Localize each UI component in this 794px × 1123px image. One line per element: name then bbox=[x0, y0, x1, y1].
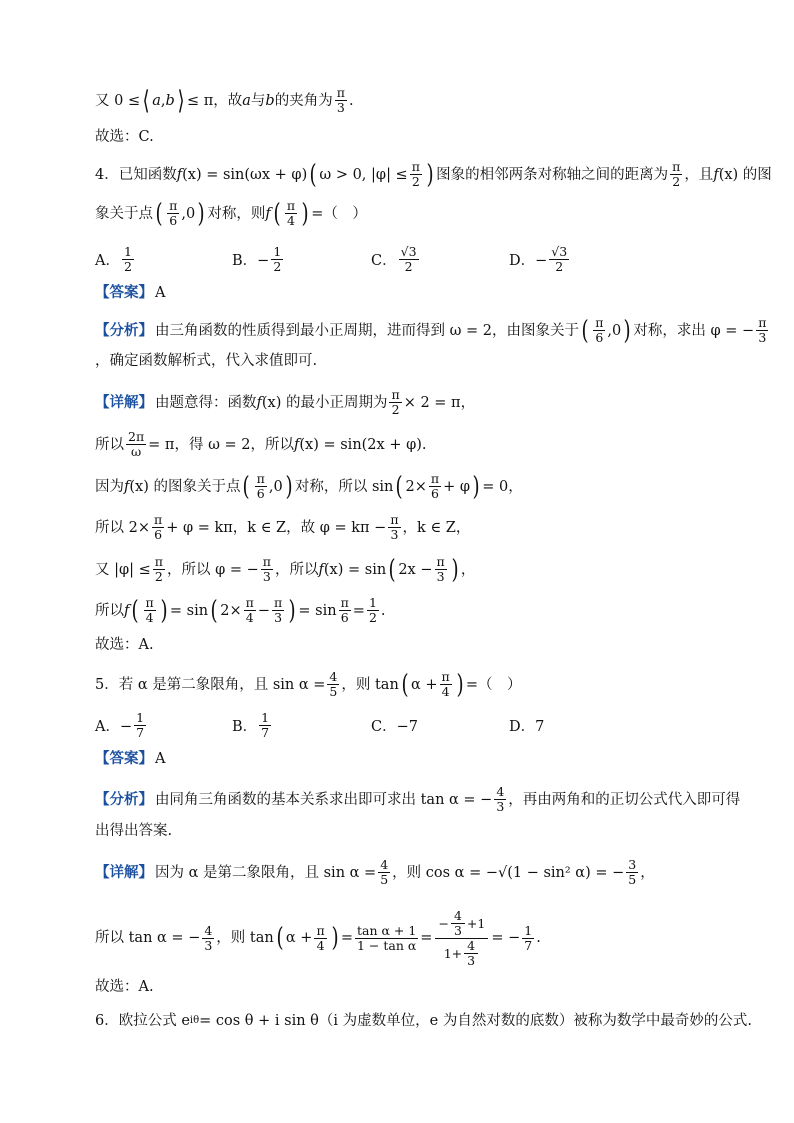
fraction: $\frac{\pi}{6}$ bbox=[153, 512, 163, 542]
fraction: $\frac{4}{3}$ bbox=[496, 784, 505, 814]
fraction: $\frac{√3}{2}$ bbox=[551, 243, 568, 274]
text: 6．欧拉公式 e bbox=[95, 1013, 190, 1029]
text: 又 |φ| ≤ bbox=[95, 561, 151, 578]
fraction: $\frac{\pi}{6}$ bbox=[256, 471, 265, 501]
left-paren: ( bbox=[395, 471, 404, 502]
text: 所以 bbox=[95, 602, 124, 619]
text: ,0 bbox=[268, 478, 283, 495]
question-5-select bbox=[95, 976, 699, 998]
fraction: $\frac{1}{7}$ bbox=[261, 709, 270, 740]
prev-select-line bbox=[95, 126, 699, 148]
text: = π，得 ω = 2，所以 bbox=[148, 436, 294, 453]
fraction: $\frac{\pi}{6}$ bbox=[340, 595, 349, 625]
option-d[interactable]: D．7 bbox=[509, 719, 545, 735]
text: 5．若 α 是第二象限角，且 sin α = bbox=[95, 676, 326, 693]
text: 所以 tan α = − bbox=[95, 930, 201, 946]
question-5-detail-2 bbox=[95, 907, 699, 968]
text: 由三角函数的性质得到最小正周期，进而得到 ω = 2，由图象关于 bbox=[155, 322, 580, 339]
superscript: iθ bbox=[189, 1015, 200, 1026]
func-f: f bbox=[265, 205, 271, 222]
question-4-options bbox=[95, 244, 715, 274]
right-angle: ⟩ bbox=[177, 85, 185, 116]
fraction: $\frac{\pi}{2}$ bbox=[672, 159, 681, 189]
left-paren: ( bbox=[155, 198, 163, 229]
text: ，则 tan bbox=[216, 930, 274, 946]
text: ，则 cos α = −√(1 − sin² α) = − bbox=[392, 864, 625, 881]
fraction: $\frac{\pi}{6}$ bbox=[595, 315, 604, 345]
left-paren: ( bbox=[243, 471, 251, 502]
text: =（ ） bbox=[311, 205, 367, 222]
text: ，再由两角和的正切公式代入即可得 bbox=[508, 791, 741, 808]
option-a[interactable]: A．− $\frac{1}{7}$ bbox=[95, 709, 145, 740]
detail-tag: 【详解】 bbox=[95, 863, 153, 881]
right-paren: ) bbox=[160, 595, 168, 626]
fraction: $\frac{\pi}{3}$ bbox=[758, 315, 767, 345]
question-4-line-1 bbox=[95, 159, 772, 190]
func-f: f bbox=[124, 602, 130, 619]
question-5-analysis-2 bbox=[95, 820, 699, 842]
fraction: $\frac{√3}{2}$ bbox=[400, 243, 417, 274]
text: . bbox=[380, 602, 386, 619]
option-b[interactable]: B． $\frac{1}{7}$ bbox=[232, 709, 270, 740]
text: = − bbox=[491, 930, 521, 946]
fraction: $\frac{\pi}{4}$ bbox=[286, 198, 296, 228]
fraction: $\frac{1}{2}$ bbox=[123, 243, 132, 274]
question-4-detail-1 bbox=[95, 388, 699, 417]
left-paren: ( bbox=[388, 554, 396, 585]
text: . bbox=[536, 930, 541, 946]
right-paren: ) bbox=[288, 595, 296, 626]
question-4-analysis-1 bbox=[95, 315, 767, 346]
text: = bbox=[420, 930, 433, 946]
text: ， bbox=[460, 561, 476, 578]
fraction: $\frac{\pi}{3}$ bbox=[436, 554, 445, 584]
fraction: $\frac{4}{3}$ bbox=[464, 939, 478, 968]
text: 对称，求出 φ = − bbox=[633, 322, 755, 339]
text: 4．已知函数 bbox=[95, 166, 177, 183]
complex-fraction: − $\frac{4}{3}$ +1 1+ $\frac{4}{3}$ bbox=[435, 909, 488, 968]
text: 由同角三角函数的基本关系求出即可求出 tan α = − bbox=[155, 791, 493, 808]
select-text: 故选：A. bbox=[95, 979, 154, 995]
fraction: $\frac{1}{7}$ bbox=[524, 922, 533, 953]
fraction: $\frac{\pi}{3}$ bbox=[336, 85, 345, 115]
text: ,0 bbox=[607, 322, 622, 339]
analysis-tag: 【分析】 bbox=[95, 321, 153, 339]
left-paren: ( bbox=[581, 315, 589, 346]
text: × 2 = π， bbox=[403, 394, 476, 411]
fraction: $\frac{3}{5}$ bbox=[628, 857, 637, 887]
text: ，确定函数解析式，代入求值即可. bbox=[95, 353, 318, 369]
fraction: $\frac{4}{3}$ bbox=[204, 922, 213, 953]
text: 由题意得：函数 bbox=[155, 394, 257, 411]
vector-a: a bbox=[242, 92, 251, 109]
select-text: 故选：A. bbox=[95, 637, 154, 653]
text: = 0， bbox=[482, 478, 523, 495]
answer-text: A bbox=[155, 285, 166, 301]
question-5-stem bbox=[95, 670, 699, 699]
option-c[interactable]: C．−7 bbox=[371, 719, 418, 735]
comma: , bbox=[160, 92, 166, 109]
question-5-analysis-1 bbox=[95, 784, 741, 814]
question-5-answer bbox=[95, 748, 699, 770]
text: + φ bbox=[443, 478, 471, 495]
question-4-detail-6 bbox=[95, 596, 699, 625]
text: α + bbox=[285, 930, 313, 946]
question-4-detail-3 bbox=[95, 472, 699, 501]
func-f: f bbox=[124, 478, 130, 495]
text: ω > 0, |φ| ≤ bbox=[319, 166, 408, 183]
fraction: $\frac{\pi}{4}$ bbox=[245, 595, 254, 625]
text: 因为 α 是第二象限角，且 sin α = bbox=[155, 864, 377, 881]
question-5-detail-1 bbox=[95, 858, 699, 887]
text: (x) = sin(2x + φ). bbox=[299, 436, 427, 453]
text: 对称，则 bbox=[207, 205, 266, 222]
fraction: $\frac{\pi}{2}$ bbox=[411, 159, 420, 189]
text: 与 bbox=[250, 92, 266, 109]
fraction: $\frac{\text{tan α + 1}}{\text{1 − tan α}}$ bbox=[356, 922, 417, 953]
right-paren: ) bbox=[472, 471, 480, 502]
question-4-select bbox=[95, 634, 699, 656]
answer-tag: 【答案】 bbox=[95, 750, 153, 767]
text: (x) = sin bbox=[323, 561, 387, 578]
text: α + bbox=[410, 676, 438, 693]
text: 图象的相邻两条对称轴之间的距离为 bbox=[436, 166, 669, 183]
question-4-detail-2 bbox=[95, 430, 699, 459]
question-4-answer bbox=[95, 282, 699, 304]
right-paren: ) bbox=[197, 198, 205, 229]
right-paren: ) bbox=[456, 669, 464, 700]
text: 所以 2× bbox=[95, 519, 150, 536]
analysis-tag: 【分析】 bbox=[95, 790, 153, 808]
left-angle: ⟨ bbox=[142, 85, 150, 116]
fraction: $\frac{\pi}{4}$ bbox=[316, 922, 325, 953]
fraction: $\frac{1}{2}$ bbox=[273, 243, 282, 274]
answer-text: A bbox=[155, 751, 166, 767]
question-4-detail-5 bbox=[95, 555, 699, 584]
text: (x) = sin(ωx + φ) bbox=[182, 166, 308, 183]
text: ，所以 φ = − bbox=[167, 561, 259, 578]
text: (x) 的图象关于点 bbox=[129, 478, 241, 495]
text: = sin bbox=[298, 602, 337, 619]
fraction: $\frac{4}{5}$ bbox=[380, 857, 389, 887]
func-f: f bbox=[318, 561, 324, 578]
fraction: $\frac{\pi}{4}$ bbox=[145, 595, 154, 625]
right-paren: ) bbox=[623, 315, 631, 346]
text: =（ ） bbox=[465, 676, 522, 693]
fraction: $\frac{\pi}{2}$ bbox=[391, 387, 400, 417]
answer-tag: 【答案】 bbox=[95, 284, 153, 301]
text: 的夹角为 bbox=[274, 92, 333, 109]
question-4-detail-4 bbox=[95, 513, 699, 542]
select-text: 故选：C. bbox=[95, 129, 154, 145]
text: = bbox=[352, 602, 365, 619]
option-a[interactable]: A． $\frac{1}{2}$ bbox=[95, 243, 132, 274]
period: . bbox=[348, 92, 354, 109]
fraction: $\frac{\pi}{3}$ bbox=[262, 554, 272, 584]
text: ，则 tan bbox=[341, 676, 399, 693]
text: ，k ∈ Z， bbox=[402, 519, 471, 536]
text: (x) 的图 bbox=[718, 166, 772, 183]
text: ，且 bbox=[684, 166, 714, 183]
text: + φ = kπ，k ∈ Z，故 φ = kπ − bbox=[166, 519, 387, 536]
text: 象关于点 bbox=[95, 205, 153, 222]
text: ,0 bbox=[181, 205, 196, 222]
fraction: $\frac{4}{5}$ bbox=[329, 669, 338, 699]
func-f: f bbox=[256, 394, 262, 411]
fraction: $\frac{2\pi}{\omega}$ bbox=[128, 429, 145, 459]
text: 因为 bbox=[95, 478, 124, 495]
right-paren: ) bbox=[426, 159, 434, 190]
text: 出得出答案. bbox=[95, 823, 173, 839]
text: − bbox=[257, 602, 270, 619]
text: 2× bbox=[220, 602, 242, 619]
option-b[interactable]: B．− $\frac{1}{2}$ bbox=[232, 243, 282, 274]
option-d[interactable]: D．− $\frac{√3}{2}$ bbox=[509, 243, 568, 274]
right-paren: ) bbox=[301, 198, 309, 229]
text: ，所以 bbox=[275, 561, 319, 578]
fraction: $\frac{\pi}{2}$ bbox=[154, 554, 164, 584]
right-paren: ) bbox=[285, 471, 293, 502]
question-6-stem bbox=[95, 1010, 752, 1032]
vector-b: b bbox=[265, 92, 275, 109]
right-paren: ) bbox=[451, 554, 459, 585]
question-4-analysis-2 bbox=[95, 350, 699, 372]
fraction: $\frac{\pi}{6}$ bbox=[430, 471, 440, 501]
text: 对称，所以 sin bbox=[294, 478, 394, 495]
vector-a: a bbox=[152, 92, 161, 109]
vector-b: b bbox=[165, 92, 175, 109]
left-paren: ( bbox=[401, 669, 409, 700]
text: 2x − bbox=[398, 561, 433, 578]
left-paren: ( bbox=[131, 595, 140, 626]
text: ≤ π，故 bbox=[186, 92, 243, 109]
fraction: $\frac{\pi}{3}$ bbox=[274, 595, 283, 625]
fraction: $\frac{\pi}{3}$ bbox=[390, 512, 399, 542]
question-4-line-2 bbox=[95, 199, 699, 228]
question-5-options bbox=[95, 710, 715, 740]
left-paren: ( bbox=[309, 159, 317, 190]
fraction: $\frac{1}{2}$ bbox=[368, 595, 377, 625]
detail-tag: 【详解】 bbox=[95, 393, 153, 411]
text: 又 0 ≤ bbox=[95, 92, 141, 109]
func-f: f bbox=[713, 166, 719, 183]
text: (x) 的最小正周期为 bbox=[261, 394, 388, 411]
option-c[interactable]: C． $\frac{√3}{2}$ bbox=[371, 243, 417, 274]
func-f: f bbox=[176, 166, 183, 183]
left-paren: ( bbox=[276, 923, 284, 953]
fraction: $\frac{4}{3}$ bbox=[451, 909, 465, 938]
left-paren: ( bbox=[210, 595, 218, 626]
left-paren: ( bbox=[273, 198, 281, 229]
fraction: $\frac{\pi}{6}$ bbox=[169, 198, 178, 228]
text: = sin bbox=[169, 602, 209, 619]
text: 所以 bbox=[95, 436, 124, 453]
text: 2× bbox=[405, 478, 427, 495]
right-paren: ) bbox=[331, 923, 339, 953]
func-f: f bbox=[294, 436, 300, 453]
text: ， bbox=[640, 864, 655, 881]
text: = bbox=[340, 930, 353, 946]
prev-solution-line bbox=[95, 86, 699, 115]
text: = cos θ + i sin θ（i 为虚数单位，e 为自然对数的底数）被称为数学中最奇妙的公式. bbox=[199, 1013, 752, 1029]
fraction: $\frac{1}{7}$ bbox=[136, 709, 145, 740]
fraction: $\frac{\pi}{4}$ bbox=[441, 669, 450, 699]
